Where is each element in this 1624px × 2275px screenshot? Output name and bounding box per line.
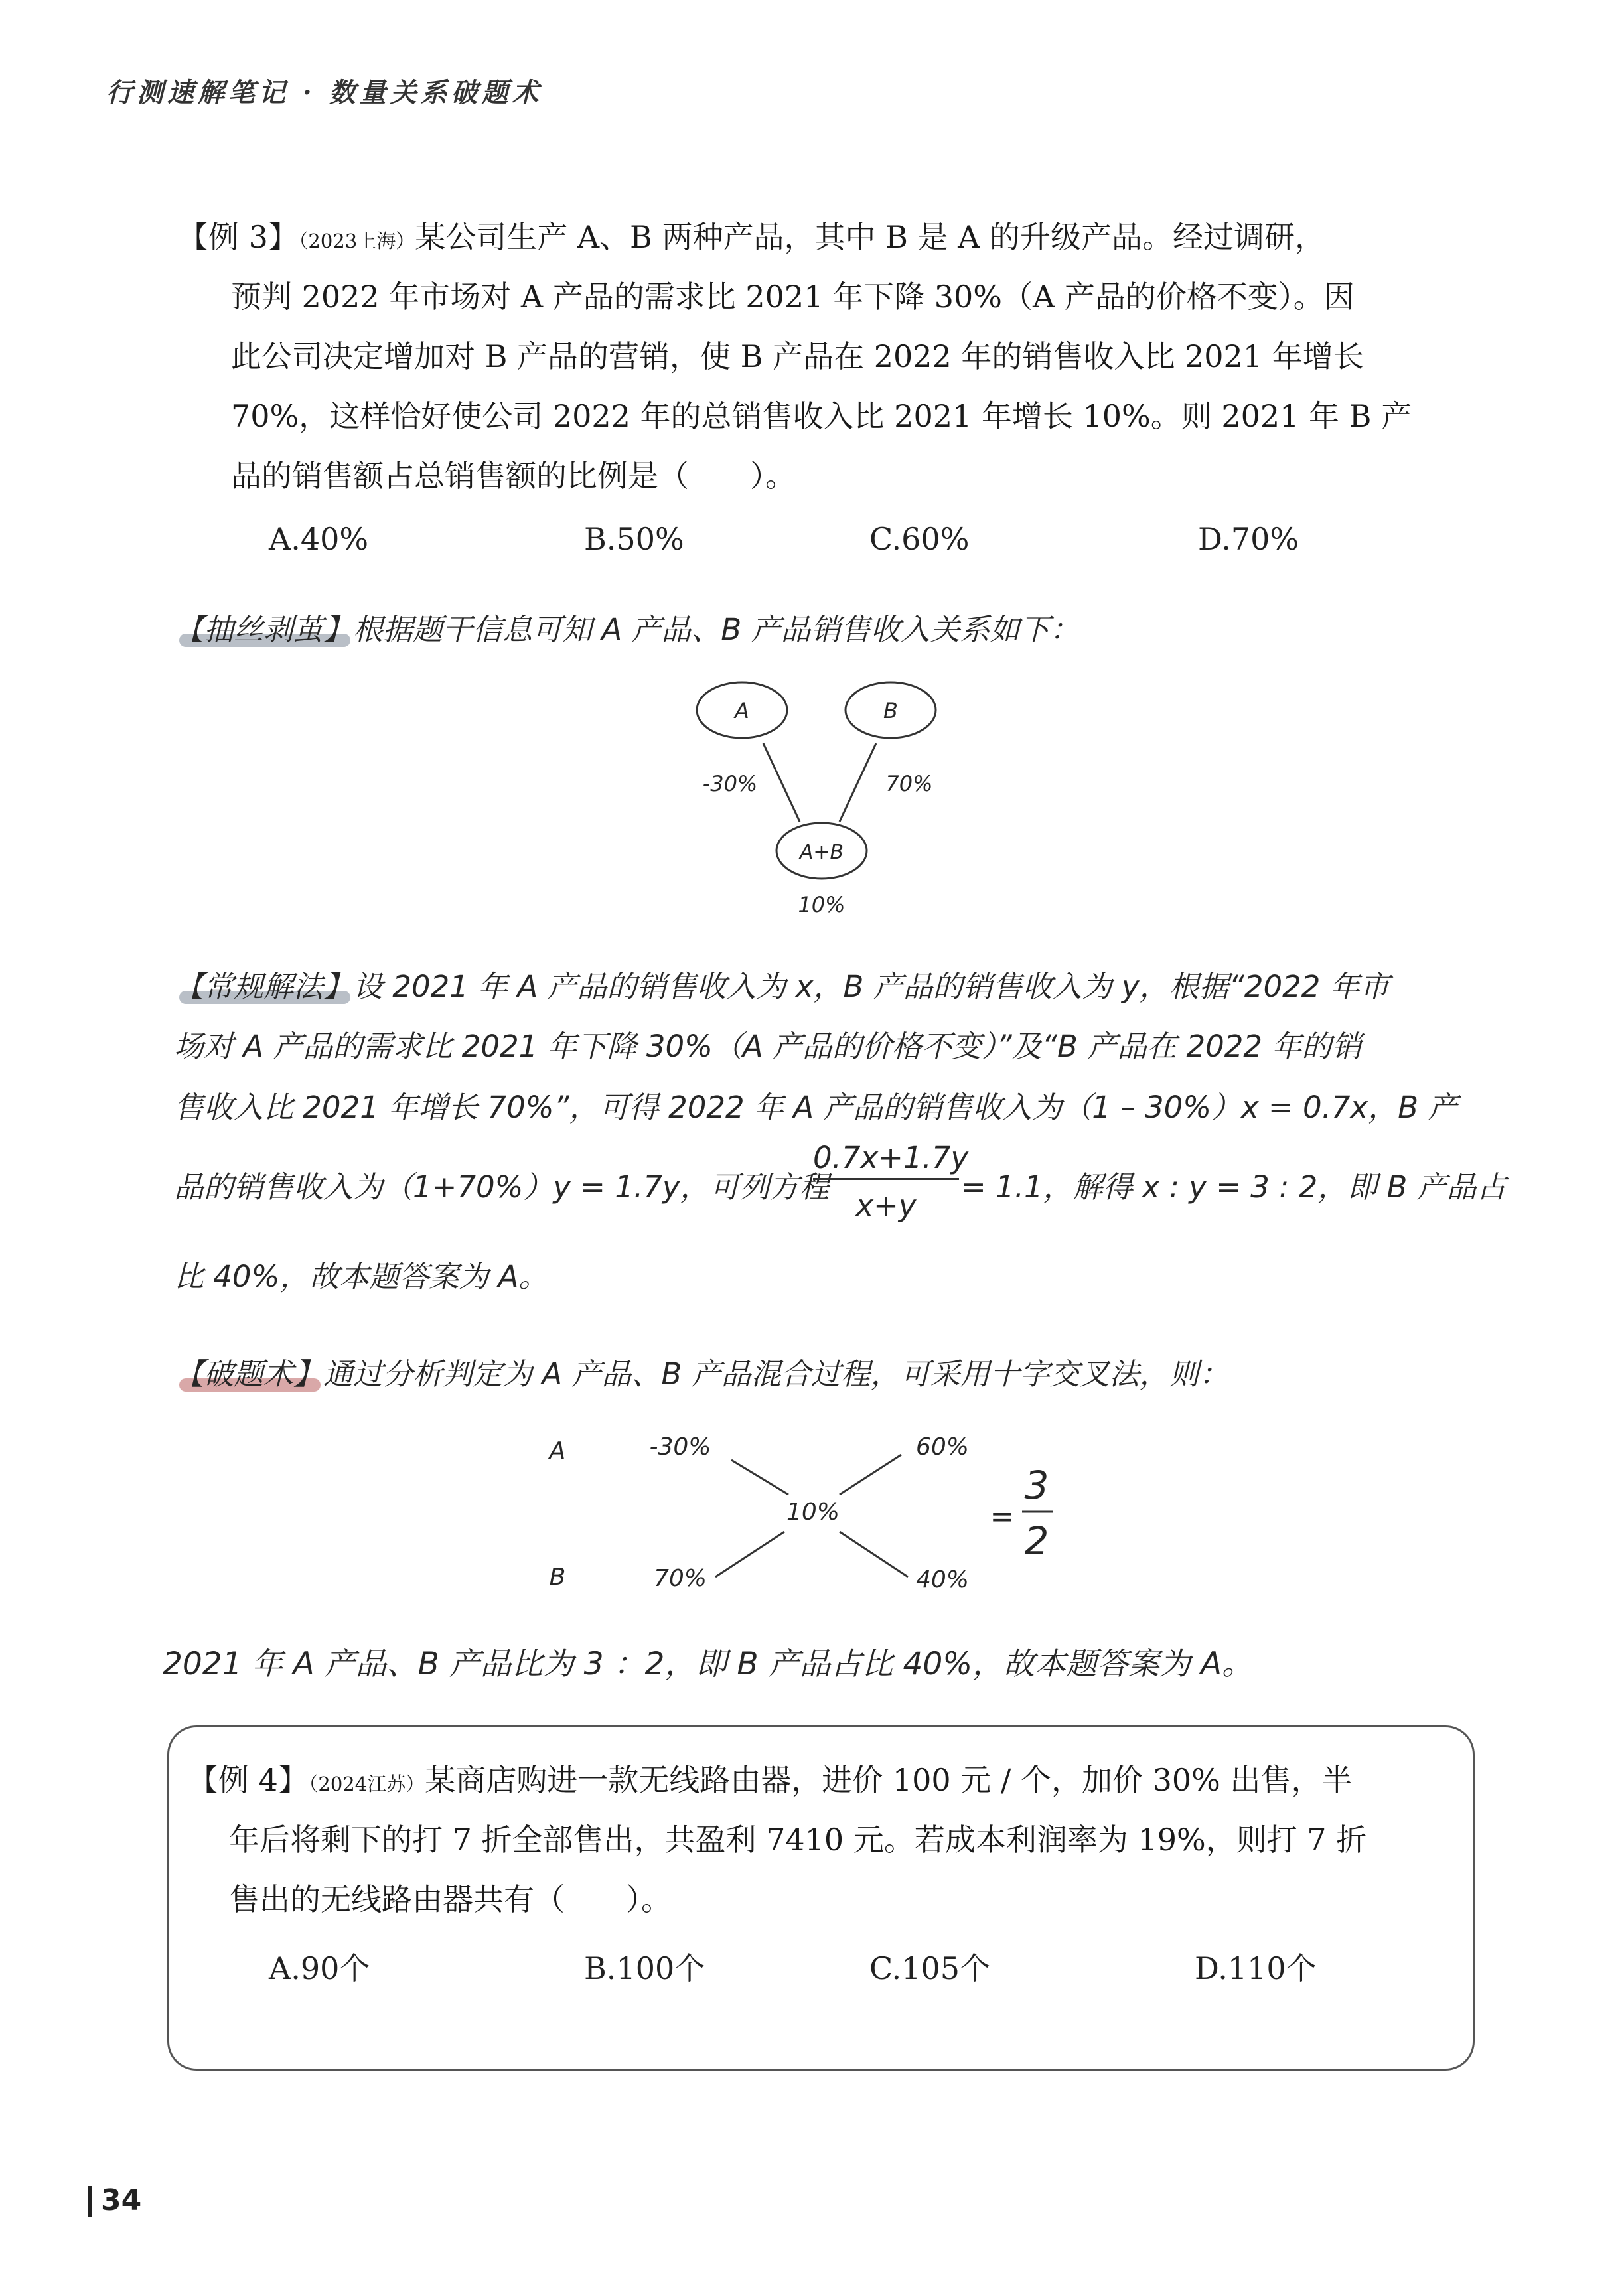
example4-text-1: 某商店购进一款无线路由器，进价 100 元 / 个，加价 30% 出售，半 [425,1762,1353,1798]
edge-a-label: -30% [702,771,758,796]
cross-row-a: A [549,1437,566,1465]
regular-line5: 比 40%，故本题答案为 A。 [174,1259,549,1294]
example4-line1 [188,1762,1352,1798]
example4-option-b: B.100个 [584,1950,705,1986]
example4-label: 【例 4】 [188,1762,309,1798]
example4-source: （2024江苏） [308,1773,425,1795]
ratio-numerator: 3 [1024,1463,1049,1508]
example4-line2: 年后将剩下的打 7 折全部售出，共盈利 7410 元。若成本利润率为 19%，则打 7 折 [229,1822,1367,1858]
cross-line-1 [731,1460,788,1495]
fraction-denominator: x+y [855,1188,917,1223]
trick-line [174,1350,1229,1393]
cross-line-4 [840,1532,908,1577]
fraction-numerator: 0.7x+1.7y [813,1140,959,1180]
regular-line4-post: = 1.1，解得 x : y = 3 : 2，即 B 产品占 [961,1169,1507,1205]
cross-line-3 [715,1532,784,1577]
example3-option-d: D.70% [1198,521,1299,557]
example3-option-c: C.60% [869,521,970,557]
example3-text-1: 某公司生产 A、B 两种产品，其中 B 是 A 的升级产品。经过调研， [415,219,1325,255]
cross-method-diagram [538,1420,1082,1599]
edge-b-label: 70% [885,771,933,796]
cross-line-2 [840,1455,901,1495]
node-ab-label: A+B [799,841,844,864]
edge-a [763,743,800,822]
example3-line5: 品的销售额占总销售额的比例是（ ）。 [231,458,796,494]
example4-option-a: A.90个 [269,1950,370,1986]
cross-b-value: 70% [653,1565,707,1592]
example3-line4: 70%，这样恰好使公司 2022 年的总销售收入比 2021 年增长 10%。则 2021 年 B 产 [231,398,1412,434]
analysis-line [174,605,1080,648]
example3-option-b: B.50% [584,521,684,557]
example3-option-a: A.40% [269,521,369,557]
node-ab-rate: 10% [798,892,846,917]
trick-text: 通过分析判定为 A 产品、B 产品混合过程，可采用十字交叉法，则： [323,1357,1229,1392]
cross-out-bottom: 40% [915,1566,970,1593]
trick-conclusion: 2021 年 A 产品、B 产品比为 3 ：2，即 B 产品占比 40%，故本题答案为 A。 [163,1646,1254,1682]
analysis-tag: 【抽丝剥茧】 [174,605,353,648]
cross-out-top: 60% [915,1433,970,1461]
node-a-label: A [735,698,749,723]
regular-line2: 场对 A 产品的需求比 2021 年下降 30%（A 产品的价格不变）”及“B 产品在 2022 年的销 [174,1029,1362,1064]
regular-line3: 售收入比 2021 年增长 70%”，可得 2022 年 A 产品的销售收入为（1 – 30%）x = 0.7x，B 产 [174,1090,1458,1125]
cross-row-b: B [549,1564,566,1591]
example4-line3: 售出的无线路由器共有（ ）。 [229,1881,672,1917]
example3-line3: 此公司决定增加对 B 产品的营销，使 B 产品在 2022 年的销售收入比 2021 年增长 [231,338,1364,374]
relation-diagram [664,670,982,929]
example4-option-c: C.105个 [869,1950,990,1986]
regular-tag: 【常规解法】 [174,962,353,1005]
analysis-text: 根据题干信息可知 A 产品、B 产品销售收入关系如下： [353,612,1080,647]
page-number: 34 [101,2183,142,2217]
node-b-label: B [883,698,898,723]
ratio-denominator: 2 [1024,1518,1049,1564]
example3-source: （2023上海） [298,230,415,252]
regular-line1 [174,962,1390,1005]
trick-tag: 【破题术】 [174,1350,323,1393]
running-header: 行测速解笔记 · 数量关系破题术 [106,77,543,108]
regular-text-1: 设 2021 年 A 产品的销售收入为 x，B 产品的销售收入为 y，根据“2022 年市 [353,969,1390,1004]
example4-option-d: D.110个 [1195,1950,1317,1986]
page-number-bar [88,2186,92,2217]
edge-b [840,743,876,822]
example3-line2: 预判 2022 年市场对 A 产品的需求比 2021 年下降 30%（A 产品的价格不变）。因 [231,279,1355,315]
cross-center-value: 10% [786,1499,840,1526]
cross-equals: = [990,1500,1015,1534]
example3-line1 [178,219,1325,256]
regular-line4-pre: 品的销售收入为（1+70%）y = 1.7y，可列方程 [174,1169,830,1205]
cross-a-value: -30% [649,1433,711,1461]
example3-label: 【例 3】 [178,219,299,255]
